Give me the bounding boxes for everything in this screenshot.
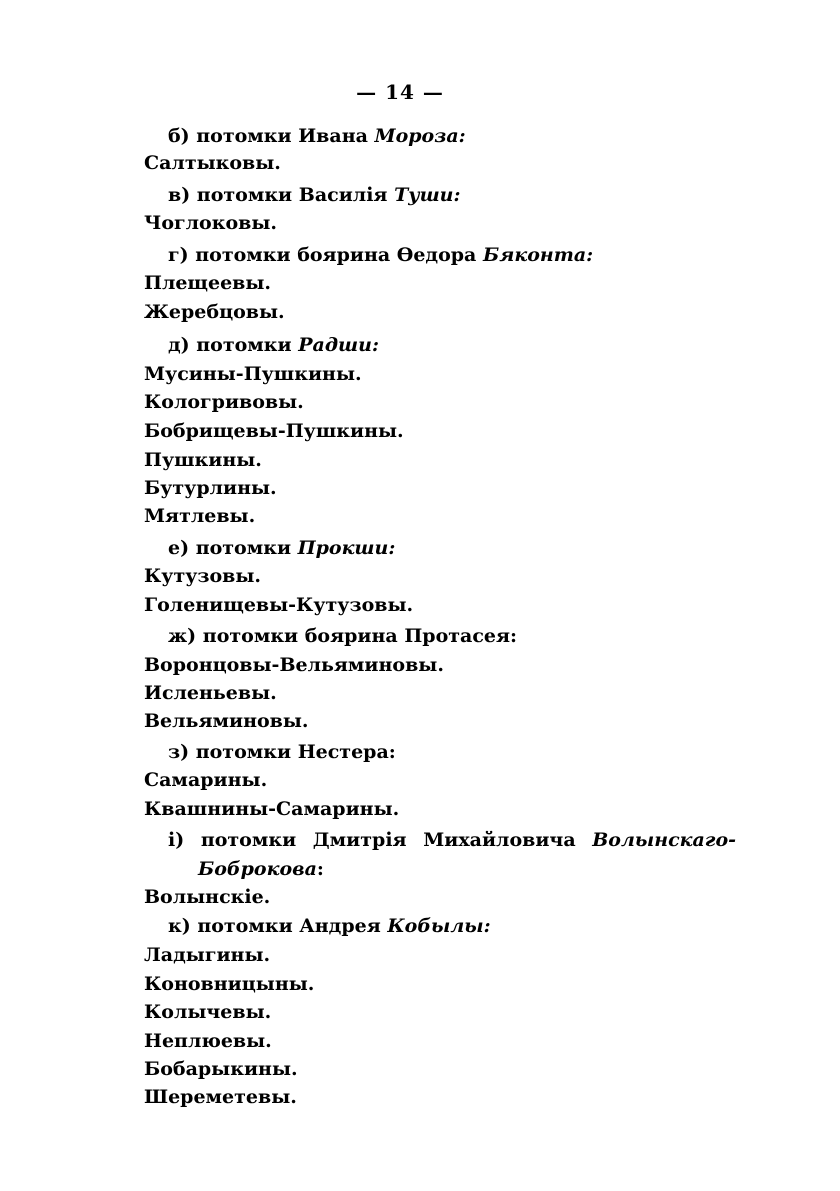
family-name: Ладыгины. [144,944,271,966]
family-name: Коновницыны. [144,973,315,995]
section-heading-b: б) потомки Ивана Мороза: [168,125,466,147]
section-heading-g: г) потомки боярина Ѳедора Бяконта: [168,244,594,266]
family-name: Воронцовы-Вельяминовы. [144,654,444,676]
family-name: Бутурлины. [144,477,277,499]
family-name: Пушкины. [144,449,262,471]
section-heading-i-continuation: Боброкова: [198,858,324,880]
family-name: Неплюевы. [144,1030,272,1052]
family-name: Чоглоковы. [144,212,277,234]
family-name: Бобарыкины. [144,1058,298,1080]
section-heading-d: д) потомки Радши: [168,334,379,356]
family-name: Жеребцовы. [144,301,285,323]
section-heading-v: в) потомки Василія Туши: [168,184,461,206]
family-name: Вельяминовы. [144,710,309,732]
section-heading-zh: ж) потомки боярина Протасея: [168,625,518,647]
family-name: Плещеевы. [144,272,272,294]
section-heading-i: і) потомки Дмитрія Михайловича Волынскаго- [168,829,737,851]
section-heading-z: з) потомки Нестера: [168,741,396,763]
family-name: Мятлевы. [144,505,256,527]
family-name: Кологривовы. [144,391,304,413]
page-number: — 14 — [356,80,444,104]
family-name: Волынскіе. [144,886,271,908]
family-name: Исленьевы. [144,682,277,704]
family-name: Колычевы. [144,1001,272,1023]
family-name: Бобрищевы-Пушкины. [144,420,404,442]
family-name: Салтыковы. [144,152,281,174]
family-name: Мусины-Пушкины. [144,363,362,385]
family-name: Кутузовы. [144,565,262,587]
family-name: Самарины. [144,769,268,791]
family-name: Шереметевы. [144,1086,297,1108]
family-name: Квашнины-Самарины. [144,798,400,820]
section-heading-k: к) потомки Андрея Кобылы: [168,915,491,937]
section-heading-e: е) потомки Прокши: [168,537,396,559]
family-name: Голенищевы-Кутузовы. [144,594,414,616]
